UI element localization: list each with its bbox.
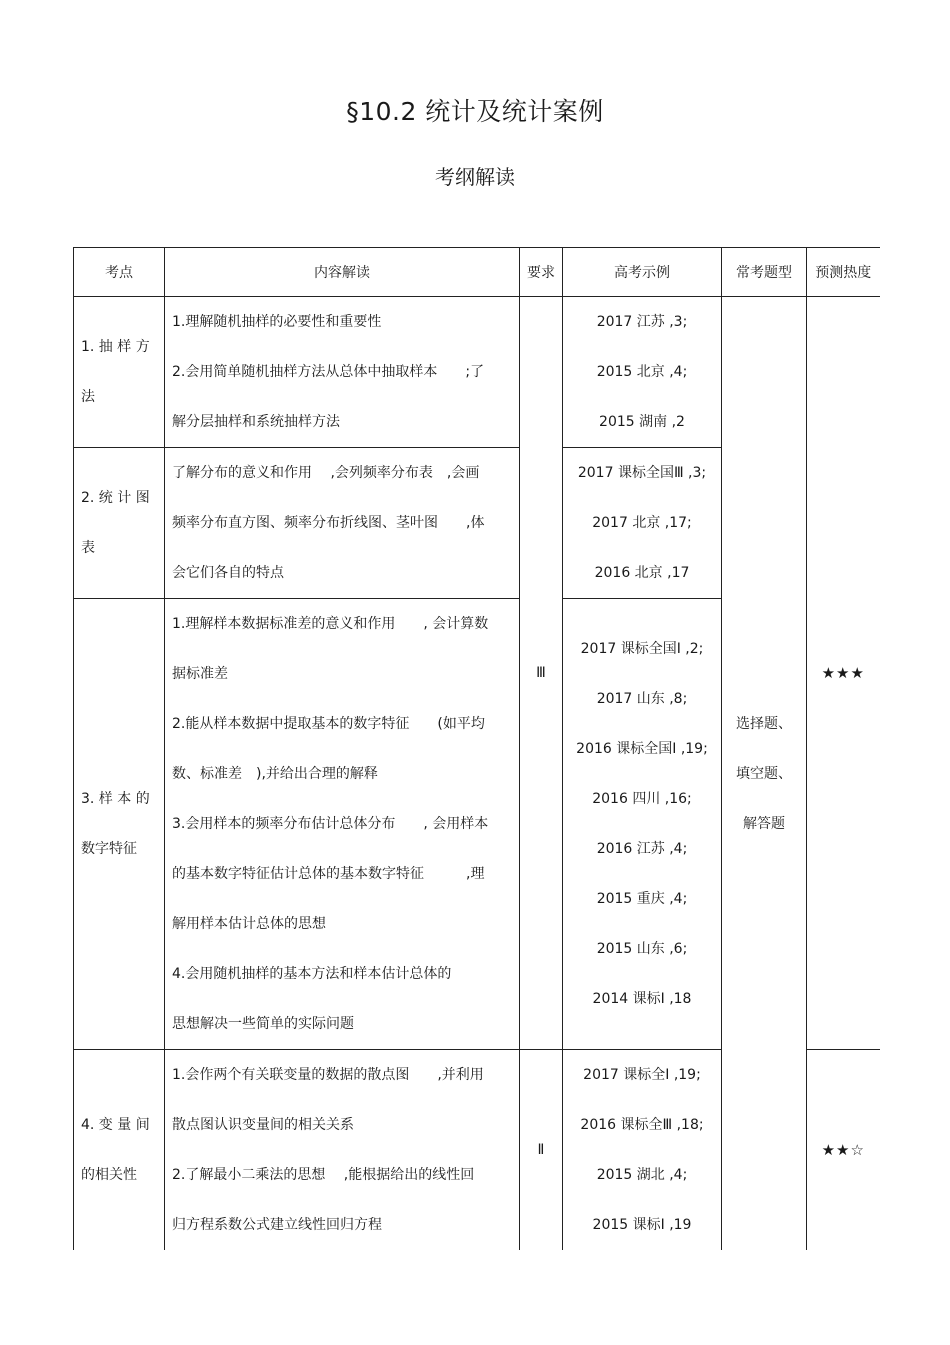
content-line: 1.会作两个有关联变量的数据的散点图 ,并利用 xyxy=(172,1067,484,1083)
topic-line: 4. 变 量 间 xyxy=(81,1117,150,1133)
content-line: 了解分布的意义和作用 ,会列频率分布表 ,会画 xyxy=(172,465,480,481)
page-title: §10.2 统计及统计案例 xyxy=(346,97,604,126)
example-line: 2015 湖南 ,2 xyxy=(599,414,685,430)
example-line: 2017 课标全国Ⅰ ,2; xyxy=(580,641,704,657)
example-line: 2014 课标Ⅰ ,18 xyxy=(592,991,692,1007)
header-heat: 预测热度 xyxy=(807,248,880,297)
table-header-row xyxy=(74,248,880,297)
table-row xyxy=(74,297,880,448)
content-line: 2.能从样本数据中提取基本的数字特征 (如平均 xyxy=(172,716,485,732)
requirement-cell: Ⅲ xyxy=(520,297,563,1050)
content-line: 散点图认识变量间的相关关系 xyxy=(172,1117,354,1133)
syllabus-table xyxy=(73,247,880,1250)
content-line: 2.了解最小二乘法的思想 ,能根据给出的线性回 xyxy=(172,1167,475,1183)
example-line: 2015 湖北 ,4; xyxy=(596,1167,688,1183)
question-type-cell xyxy=(722,297,807,1251)
example-line: 2015 课标Ⅰ ,19 xyxy=(592,1217,692,1233)
example-line: 2016 四川 ,16; xyxy=(592,791,692,807)
content-line: 1.理解随机抽样的必要性和重要性 xyxy=(172,314,382,330)
header-examples: 高考示例 xyxy=(563,248,722,297)
example-line: 2017 课标全国Ⅲ ,3; xyxy=(577,465,707,481)
example-line: 2016 北京 ,17 xyxy=(594,565,690,581)
examples-cell xyxy=(563,448,722,599)
topic-cell xyxy=(74,1050,165,1251)
header-topic: 考点 xyxy=(74,248,165,297)
heat-rating: ★★☆ xyxy=(807,1050,880,1251)
content-line: 思想解决一些简单的实际问题 xyxy=(172,1016,354,1032)
example-line: 2016 课标全Ⅲ ,18; xyxy=(580,1117,704,1133)
content-line: 数、标准差 ),并给出合理的解释 xyxy=(172,766,378,782)
topic-line: 数字特征 xyxy=(81,841,137,857)
example-line: 2015 北京 ,4; xyxy=(596,364,688,380)
requirement-cell: Ⅱ xyxy=(520,1050,563,1251)
example-line: 2016 江苏 ,4; xyxy=(596,841,688,857)
example-line: 2015 重庆 ,4; xyxy=(596,891,688,907)
content-line: 3.会用样本的频率分布估计总体分布 , 会用样本 xyxy=(172,816,489,832)
examples-cell xyxy=(563,297,722,448)
topic-cell xyxy=(74,599,165,1050)
question-type-line: 选择题、 xyxy=(736,715,792,732)
content-line: 2.会用简单随机抽样方法从总体中抽取样本 ;了 xyxy=(172,364,485,380)
topic-line: 表 xyxy=(81,540,95,556)
content-line: 会它们各自的特点 xyxy=(172,565,284,581)
example-line: 2017 江苏 ,3; xyxy=(596,314,688,330)
topic-line: 法 xyxy=(81,389,95,405)
content-line: 1.理解样本数据标准差的意义和作用 , 会计算数 xyxy=(172,616,489,632)
content-cell xyxy=(165,297,520,448)
content-cell xyxy=(165,599,520,1050)
topic-line: 1. 抽 样 方 xyxy=(81,339,150,355)
heat-rating: ★★★ xyxy=(807,297,880,1050)
topic-line: 2. 统 计 图 xyxy=(81,490,150,506)
content-line: 4.会用随机抽样的基本方法和样本估计总体的 xyxy=(172,966,452,982)
example-line: 2015 山东 ,6; xyxy=(596,941,688,957)
examples-cell xyxy=(563,1050,722,1251)
topic-line: 3. 样 本 的 xyxy=(81,791,150,807)
topic-cell xyxy=(74,297,165,448)
content-cell xyxy=(165,448,520,599)
topic-cell xyxy=(74,448,165,599)
content-line: 据标准差 xyxy=(172,666,228,682)
example-line: 2016 课标全国Ⅰ ,19; xyxy=(576,741,708,757)
content-line: 解用样本估计总体的思想 xyxy=(172,916,326,932)
content-line: 归方程系数公式建立线性回归方程 xyxy=(172,1217,382,1233)
content-line: 解分层抽样和系统抽样方法 xyxy=(172,414,340,430)
content-cell xyxy=(165,1050,520,1251)
example-line: 2017 北京 ,17; xyxy=(592,515,692,531)
question-type-line: 解答题 xyxy=(743,815,785,832)
header-question-type: 常考题型 xyxy=(722,248,807,297)
section-subtitle: 考纲解读 xyxy=(435,165,515,189)
examples-cell xyxy=(563,599,722,1050)
header-requirement: 要求 xyxy=(520,248,563,297)
example-line: 2017 山东 ,8; xyxy=(596,691,688,707)
header-content: 内容解读 xyxy=(165,248,520,297)
question-type-line: 填空题、 xyxy=(736,765,792,782)
example-line: 2017 课标全Ⅰ ,19; xyxy=(583,1067,701,1083)
content-line: 的基本数字特征估计总体的基本数字特征 ,理 xyxy=(172,866,485,882)
content-line: 频率分布直方图、频率分布折线图、茎叶图 ,体 xyxy=(172,515,485,531)
topic-line: 的相关性 xyxy=(81,1167,137,1183)
